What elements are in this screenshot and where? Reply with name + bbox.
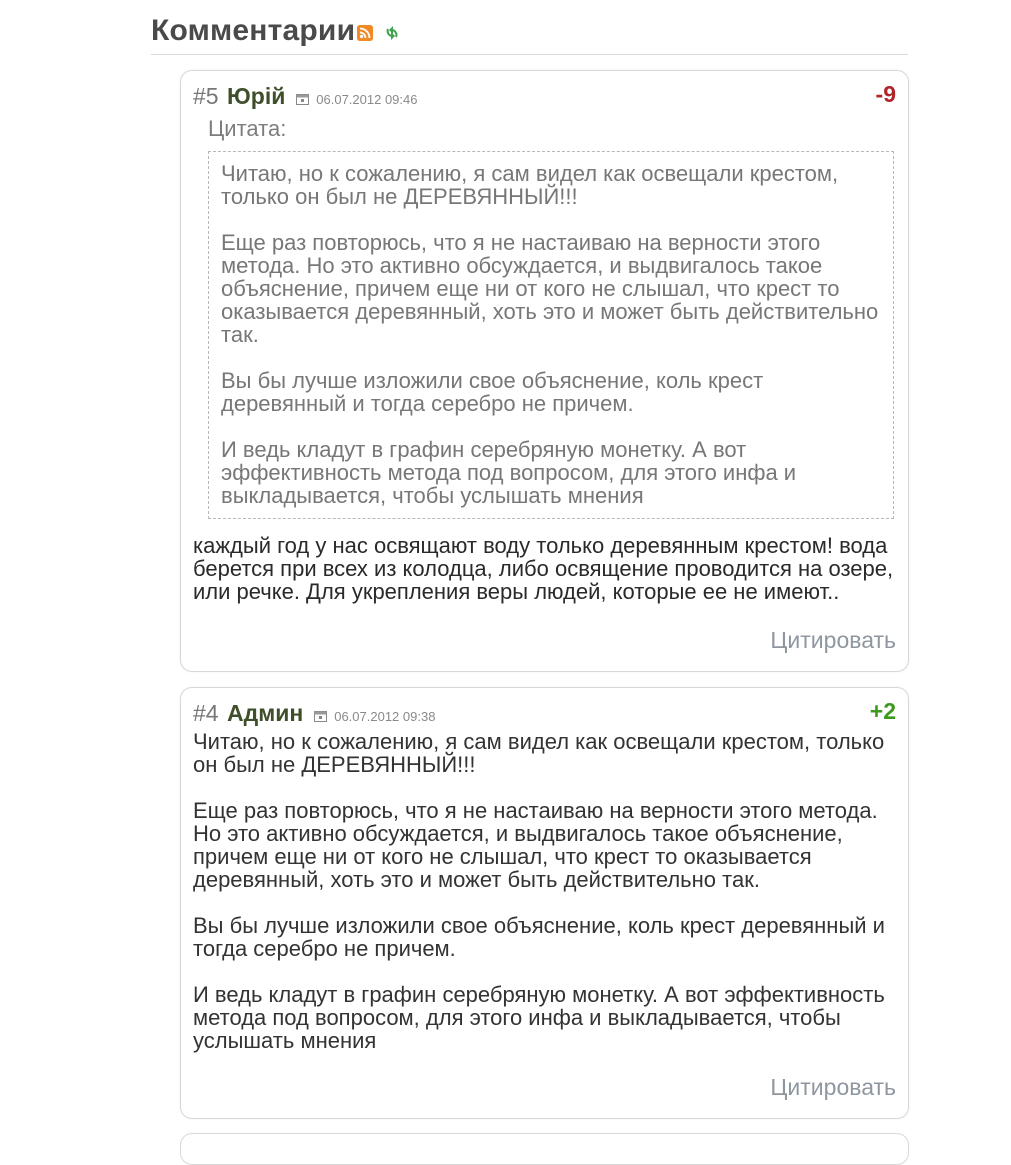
rss-feed-icon[interactable] (357, 25, 373, 41)
comment-number[interactable]: #5 (193, 83, 219, 109)
comment-rating: -9 (875, 81, 896, 107)
quote-paragraph: И ведь кладут в графин серебряную монетку. А вот эффективность метода под вопросом, для этого инфа и выкладывается, чтобы услышать мнения (221, 437, 797, 508)
comment-text (193, 534, 896, 603)
calendar-icon (314, 710, 327, 722)
comment-paragraph: Еще раз повторюсь, что я не настаиваю на верности этого метода. Но это активно обсуждается, и выдвигалось такое объяснение, причем еще ни от кого не слышал, что крест то оказывается деревянный, хоть это и может быть действительно так. (193, 798, 878, 892)
comment-author[interactable]: Юрій (227, 83, 286, 109)
comment-text (193, 730, 896, 1052)
comment-paragraph: И ведь кладут в графин серебряную монетку. А вот эффективность метода под вопросом, для этого инфа и выкладывается, чтобы услышать мнения (193, 982, 885, 1053)
refresh-icon[interactable] (384, 24, 400, 42)
quote-block (208, 151, 894, 519)
comment-paragraph: Читаю, но к сожалению, я сам видел как освещали крестом, только он был не ДЕРЕВЯННЫЙ!!! (193, 729, 885, 777)
quote-paragraph: Вы бы лучше изложили свое объяснение, коль крест деревянный и тогда серебро не причем. (221, 368, 764, 416)
comment-paragraph: Вы бы лучше изложили свое объяснение, коль крест деревянный и тогда серебро не причем. (193, 913, 885, 961)
comment-author[interactable]: Админ (227, 700, 304, 726)
quote-button[interactable]: Цитировать (770, 1074, 896, 1100)
comment-header (193, 700, 435, 730)
comment-card (180, 687, 909, 1119)
quote-label: Цитата: (208, 116, 287, 141)
quote-paragraph: Еще раз повторюсь, что я не настаиваю на верности этого метода. Но это активно обсуждается, и выдвигалось такое объяснение, причем еще ни от кого не слышал, что крест то оказывается деревянный, хоть это и может быть действительно так. (221, 230, 879, 347)
comment-date: 06.07.2012 09:38 (334, 709, 436, 724)
comment-card (180, 70, 909, 672)
calendar-icon (296, 93, 309, 105)
page-title: Комментарии (151, 14, 356, 47)
comment-rating: +2 (869, 698, 896, 724)
comment-header (193, 83, 417, 113)
comment-date: 06.07.2012 09:46 (316, 92, 418, 107)
next-comment-card (180, 1133, 909, 1165)
quote-button[interactable]: Цитировать (770, 627, 896, 653)
quote-paragraph: Читаю, но к сожалению, я сам видел как освещали крестом, только он был не ДЕРЕВЯННЫЙ!!! (221, 161, 839, 209)
comment-paragraph: каждый год у нас освящают воду только деревянным крестом! вода берется при всех из колодца, либо освящение проводится на озере, или речке. Для укрепления веры людей, которые ее не имеют.. (193, 533, 894, 604)
comment-number[interactable]: #4 (193, 700, 219, 726)
comments-header (151, 12, 908, 55)
